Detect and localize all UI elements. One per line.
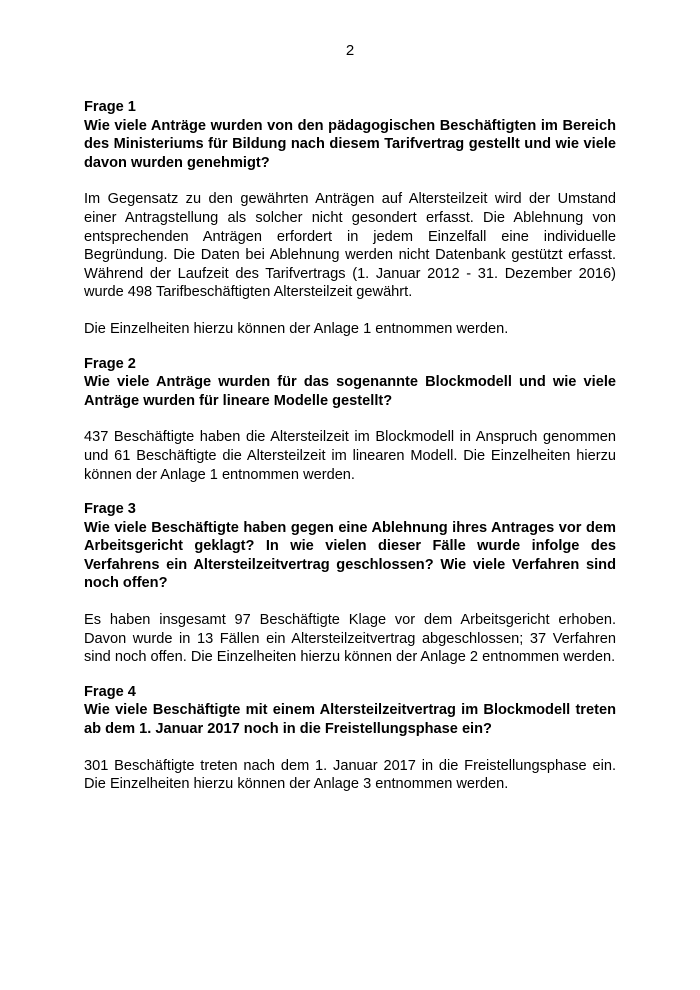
question-label: Frage 1 bbox=[84, 99, 136, 115]
question-label: Frage 2 bbox=[84, 355, 136, 372]
question-section-2 bbox=[84, 355, 616, 485]
question-text: Wie viele Beschäftigte mit einem Altersteilzeitvertrag im Blockmodell treten ab dem 1. Januar 2017 noch in die Freistellungsphase ein? bbox=[84, 702, 616, 738]
question-text: Wie viele Anträge wurden für das sogenannte Blockmodell und wie viele Anträge wurden für lineare Modelle gestellt? bbox=[84, 374, 616, 409]
answer-paragraph: Die Einzelheiten hierzu können der Anlage 1 entnommen werden. bbox=[84, 320, 509, 337]
answer-paragraph: 437 Beschäftigte haben die Altersteilzeit im Blockmodell in Anspruch genommen und 61 Beschäftigte die Altersteilzeit im linearen Modell. Die Einzelheiten hierzu können der Anlage 1 entnommen werden. bbox=[84, 429, 616, 483]
question-section-3 bbox=[84, 500, 616, 667]
page-number: 2 bbox=[345, 42, 355, 59]
question-text: Wie viele Anträge wurden von den pädagogischen Beschäftigten im Bereich des Ministeriums für Bildung nach diesem Tarifvertrag gestellt und wie viele davon wurden genehmigt? bbox=[84, 117, 616, 171]
question-section-4 bbox=[84, 683, 616, 794]
question-text: Wie viele Beschäftigte haben gegen eine Ablehnung ihres Antrages vor dem Arbeitsgericht geklagt? In wie vielen dieser Fälle wurde infolge des Verfahrens ein Altersteilzeitvertrag geschlossen? Wie viele Verfahren sind noch offen? bbox=[84, 519, 616, 592]
answer-paragraph: Im Gegensatz zu den gewährten Anträgen auf Altersteilzeit wird der Umstand einer Antragstellung als solcher nicht gesondert erfasst. Die Ablehnung von entsprechenden Anträgen erfordert in jedem Einzelfall eine individuelle Begründung. Die Daten bei Ablehnung werden nicht Datenbank gestützt erfasst. Während der Laufzeit des Tarifvertrags (1. Januar 2012 - 31. Dezember 2016) wurde 498 Tarifbeschäftigten Altersteilzeit gewährt. bbox=[84, 191, 616, 301]
question-label: Frage 3 bbox=[84, 501, 136, 518]
answer-paragraph: Es haben insgesamt 97 Beschäftigte Klage vor dem Arbeitsgericht erhoben. Davon wurde in 13 Fällen ein Altersteilzeitvertrag abgeschlossen; 37 Verfahren sind noch offen. Die Einzelheiten hierzu können der Anlage 2 entnommen werden. bbox=[84, 612, 616, 666]
document-body bbox=[84, 98, 616, 810]
answer-paragraph: 301 Beschäftigte treten nach dem 1. Januar 2017 in die Freistellungsphase ein. Die Einzelheiten hierzu können der Anlage 3 entnommen werden. bbox=[84, 757, 616, 793]
question-label: Frage 4 bbox=[84, 683, 136, 700]
question-section-1 bbox=[84, 98, 616, 339]
